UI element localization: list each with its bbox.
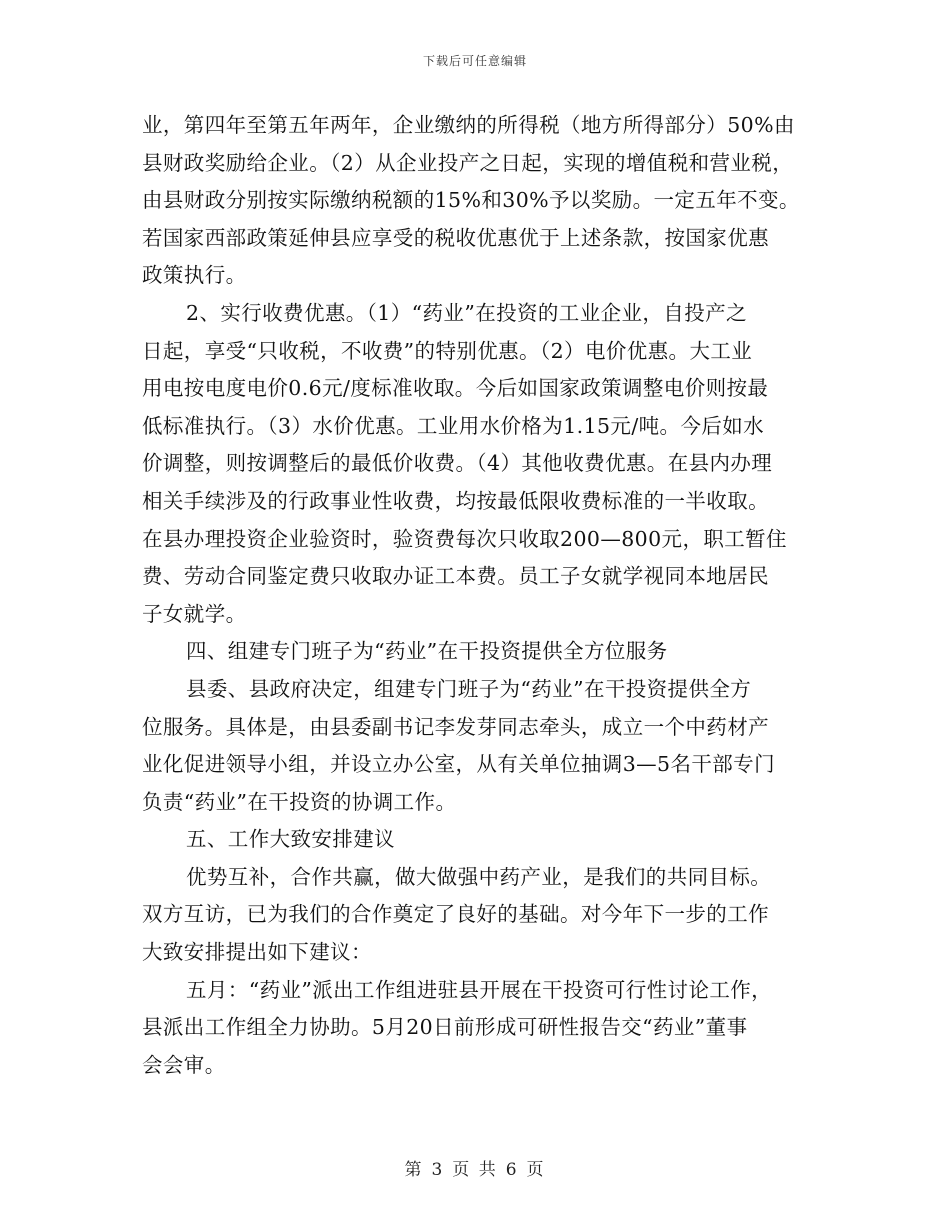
- text-line: 用电按电度电价0.6元/度标准收取。今后如国家政策调整电价则按最: [142, 376, 769, 401]
- text-line: 县财政奖励给企业。（2）从企业投产之日起，实现的增值税和营业税，: [142, 150, 794, 175]
- text-line: 相关手续涉及的行政事业性收费，均按最低限收费标准的一半收取。: [142, 488, 769, 513]
- text-line: 业，第四年至第五年两年，企业缴纳的所得税（地方所得部分）50%由: [142, 113, 795, 137]
- text-line: 低标准执行。（3）水价优惠。工业用水价格为1.15元/吨。今后如水: [142, 413, 765, 438]
- text-line: 五月：“药业”派出工作组进驻县开展在干投资可行性讨论工作，: [186, 977, 773, 1002]
- text-line: 价调整，则按调整后的最低价收费。（4）其他收费优惠。在县内办理: [142, 451, 773, 476]
- text-line: 2、实行收费优惠。（1）“药业”在投资的工业企业，自投产之: [186, 300, 747, 325]
- text-line: 由县财政分别按实际缴纳税额的15%和30%予以奖励。一定五年不变。: [142, 188, 800, 213]
- text-line: 会会审。: [142, 1052, 226, 1077]
- text-line: 优势互补，合作共赢，做大做强中药产业，是我们的共同目标。: [186, 864, 772, 889]
- text-line: 若国家西部政策延伸县应享受的税收优惠优于上述条款，按国家优惠: [142, 225, 769, 250]
- text-line: 在县办理投资企业验资时，验资费每次只收取200—800元，职工暂住: [142, 526, 787, 551]
- page-prefix: 第: [404, 1160, 424, 1180]
- text-line: 县委、县政府决定，组建专门班子为“药业”在干投资提供全方: [186, 676, 752, 701]
- text-line: 日起，享受“只收税，不收费”的特别优惠。（2）电价优惠。大工业: [142, 338, 753, 363]
- text-line: 费、劳动合同鉴定费只收取办证工本费。员工子女就学视同本地居民: [142, 564, 769, 589]
- page-suffix: 页: [526, 1160, 546, 1180]
- text-line: 负责“药业”在干投资的协调工作。: [142, 789, 457, 814]
- current-page-number: 3: [431, 1160, 445, 1180]
- page-footer: [0, 1155, 950, 1180]
- text-line: 四、组建专门班子为“药业”在干投资提供全方位服务: [186, 639, 668, 664]
- text-line: 位服务。具体是，由县委副书记李发芽同志牵头，成立一个中药材产: [142, 714, 769, 739]
- document-body: [142, 107, 814, 1084]
- text-line: 业化促进领导小组，并设立办公室，从有关单位抽调3—5名干部专门: [142, 752, 775, 777]
- text-line: 子女就学。: [142, 601, 247, 626]
- total-pages-number: 6: [505, 1160, 519, 1180]
- page-header: 下载后可任意编辑: [422, 54, 527, 68]
- text-line: 双方互访，已为我们的合作奠定了良好的基础。对今年下一步的工作: [142, 902, 769, 927]
- text-line: 县派出工作组全力协助。5月20日前形成可研性报告交“药业”董事: [142, 1015, 748, 1040]
- text-line: 大致安排提出如下建议：: [142, 940, 372, 965]
- text-line: 政策执行。: [142, 263, 247, 288]
- page-mid-text: 页 共: [452, 1160, 498, 1180]
- text-line: 五、工作大致安排建议: [186, 827, 395, 852]
